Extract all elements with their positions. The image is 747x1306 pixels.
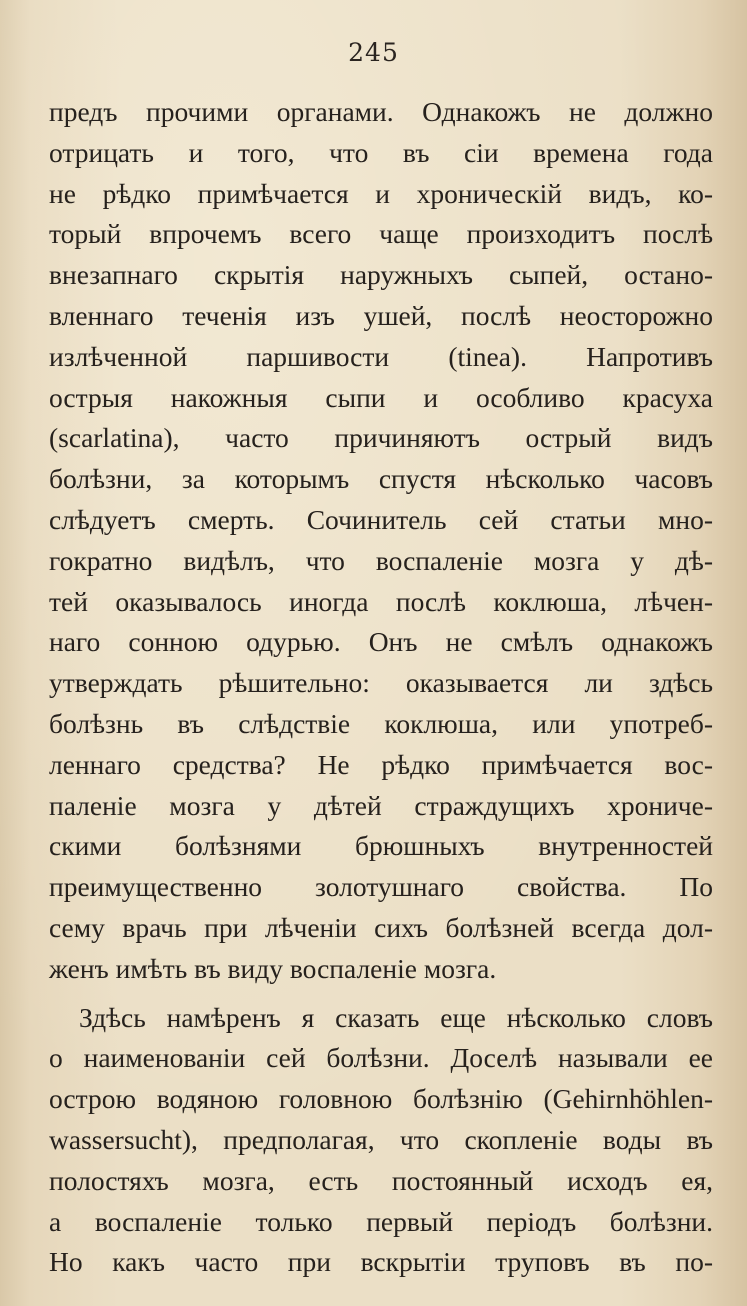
text-line: полостяхъ мозга, есть постоянный исходъ ея, (49, 1164, 713, 1196)
text-line: преимущественно золотушнаго свойства. По (49, 871, 713, 903)
text-line: отрицать и того, что въ сіи времена года (49, 136, 713, 168)
text-line: Но какъ часто при вскрытіи труповъ въ по- (49, 1246, 713, 1278)
page-number: 245 (348, 38, 399, 67)
text-line: вленнаго теченія изъ ушей, послѣ неосторожно (49, 299, 713, 331)
text-line: (scarlatina), часто причиняютъ острый видъ (49, 422, 713, 454)
text-line: женъ имѣть въ виду воспаленіе мозга. (49, 952, 497, 984)
text-line: wassersucht), предполагая, что скопленіе воды въ (49, 1123, 713, 1155)
text-line: торый впрочемъ всего чаще произходитъ послѣ (49, 218, 713, 250)
text-line: Здѣсь намѣренъ я сказать еще нѣсколько словъ (79, 1001, 713, 1033)
text-line: не рѣдко примѣчается и хроническій видъ, ко- (49, 177, 713, 209)
text-line: а воспаленіе только первый періодъ болѣзни. (49, 1205, 713, 1237)
text-line: наго сонною одурью. Онъ не смѣлъ однакожъ (49, 626, 713, 658)
text-line: болѣзнь въ слѣдствіе коклюша, или употреб- (49, 707, 713, 739)
text-line: тей оказывалось иногда послѣ коклюша, лѣчен- (49, 585, 713, 617)
paragraph-gap (49, 990, 713, 998)
text-line: внезапнаго скрытія наружныхъ сыпей, остано- (49, 259, 713, 291)
text-line: гократно видѣлъ, что воспаленіе мозга у дѣ- (49, 544, 713, 576)
text-line: излѣченной паршивости (tinea). Напротивъ (49, 340, 713, 372)
text-line: леннаго средства? Не рѣдко примѣчается вос- (49, 748, 713, 780)
paragraph-2 (49, 998, 713, 1284)
text-line: сему врачь при лѣченіи сихъ болѣзней всегда дол- (49, 911, 713, 943)
text-line: болѣзни, за которымъ спустя нѣсколько часовъ (49, 463, 713, 495)
text-line: о наименованіи сей болѣзни. Доселѣ называли ее (49, 1042, 713, 1074)
text-line: паленіе мозга у дѣтей страждущихъ хрониче- (49, 789, 713, 821)
paragraph-1 (49, 92, 713, 990)
text-line: предъ прочими органами. Однакожъ не должно (49, 96, 713, 127)
text-line: скими болѣзнями брюшныхъ внутренностей (49, 830, 713, 862)
text-line: острыя накожныя сыпи и особливо красуха (49, 381, 713, 413)
text-line: утверждать рѣшительно: оказывается ли здѣсь (49, 667, 713, 699)
body-text (49, 92, 713, 1283)
text-line: слѣдуетъ смерть. Сочинитель сей статьи мно- (49, 503, 713, 535)
text-line: острою водяною головною болѣзнію (Gehirnhöhlen- (49, 1083, 713, 1115)
